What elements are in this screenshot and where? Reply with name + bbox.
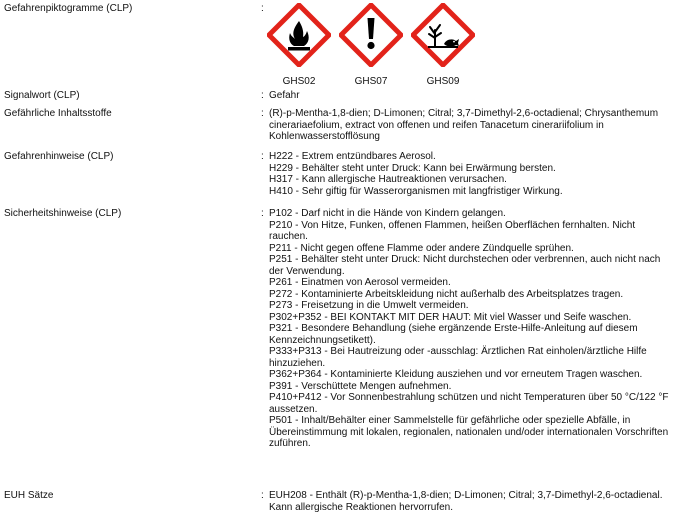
hazardous-components-value — [269, 108, 697, 143]
flame-icon — [267, 3, 331, 67]
text-line: H410 - Sehr giftig für Wasserorganismen mit langfristiger Wirkung. — [269, 185, 563, 197]
text-line: Übereinstimmung mit lokalen, regionalen, nationalen und/oder internationalen Vorschriften — [269, 426, 669, 438]
text-line: P210 - Von Hitze, Funken, offenen Flammen, heißen Oberflächen fernhalten. Nicht — [269, 219, 636, 231]
text-line: H317 - Kann allergische Hautreaktionen verursachen. — [269, 174, 507, 185]
hazard-statements-label: Gefahrenhinweise (CLP) — [4, 151, 114, 162]
text-line: der Verwendung. — [269, 265, 345, 277]
environment-icon — [411, 3, 475, 67]
text-line: H229 - Behälter steht unter Druck: Kann bei Erwärmung bersten. — [269, 162, 556, 174]
pictogram-code: GHS07 — [354, 76, 388, 87]
text-line: P302+P352 - BEI KONTAKT MIT DER HAUT: Mit viel Wasser und Seife waschen. — [269, 311, 632, 323]
text-line: P362+P364 - Kontaminierte Kleidung ausziehen und vor erneutem Tragen waschen. — [269, 369, 643, 380]
text-line: P410+P412 - Vor Sonnenbestrahlung schützen und nicht Temperaturen über 50 °C/122 °F — [269, 392, 669, 403]
euh-statements-value — [269, 490, 697, 513]
colon: : — [261, 490, 264, 501]
text-line: zuführen. — [269, 438, 311, 449]
text-line: P391 - Verschüttete Mengen aufnehmen. — [269, 380, 452, 392]
text-line: P333+P313 - Bei Hautreizung oder -ausschlag: Ärztlichen Rat einholen/ärztliche Hilfe — [269, 346, 647, 357]
precautionary-statements-value — [269, 208, 697, 450]
colon: : — [261, 208, 264, 219]
euh-statements-label: EUH Sätze — [4, 490, 54, 501]
colon: : — [261, 151, 264, 162]
text-line: P251 - Behälter steht unter Druck: Nicht durchstechen oder verbrennen, auch nicht nach — [269, 254, 661, 265]
text-line: Kohlenwasserstofflösung — [269, 131, 380, 142]
text-line: Kennzeichnungsetikett). — [269, 334, 376, 346]
signal-word-value: Gefahr — [269, 90, 300, 101]
hazard-statements-value — [269, 151, 697, 197]
text-line: P261 - Einatmen von Aerosol vermeiden. — [269, 277, 451, 288]
text-line: hinzuziehen. — [269, 357, 326, 369]
text-line: P321 - Besondere Behandlung (siehe ergänzende Erste-Hilfe-Anleitung auf diesem — [269, 323, 638, 334]
pictogram-code: GHS02 — [282, 76, 316, 87]
precautionary-statements-label: Sicherheitshinweise (CLP) — [4, 208, 122, 219]
signal-word-label: Signalwort (CLP) — [4, 90, 80, 101]
colon: : — [261, 90, 264, 101]
text-line: P501 - Inhalt/Behälter einer Sammelstelle für gefährliche oder spezielle Abfälle, in — [269, 415, 631, 426]
ghs07-pictogram — [339, 3, 403, 87]
pictogram-group — [267, 3, 507, 93]
colon: : — [261, 108, 264, 119]
text-line: P102 - Darf nicht in die Hände von Kindern gelangen. — [269, 208, 506, 219]
text-line: Kann allergische Reaktionen hervorrufen. — [269, 501, 453, 513]
text-line: P211 - Nicht gegen offene Flamme oder andere Zündquelle sprühen. — [269, 242, 574, 254]
text-line: EUH208 - Enthält (R)-p-Mentha-1,8-dien; D-Limonen; Citral; 3,7-Dimethyl-2,6-octadienal. — [269, 490, 663, 501]
ghs02-pictogram — [267, 3, 331, 87]
text-line: (R)-p-Mentha-1,8-dien; D-Limonen; Citral; 3,7-Dimethyl-2,6-octadienal; Chrysanthemum — [269, 108, 659, 119]
text-line: aussetzen. — [269, 403, 318, 415]
hazardous-components-label: Gefährliche Inhaltsstoffe — [4, 108, 112, 119]
text-line: P272 - Kontaminierte Arbeitskleidung nicht außerhalb des Arbeitsplatzes tragen. — [269, 288, 624, 300]
text-line: cinerariaefolium, extract von offenen und reifen Tanacetum cinerariifolium in — [269, 119, 604, 131]
ghs09-pictogram — [411, 3, 475, 87]
pictogram-label: Gefahrenpiktogramme (CLP) — [4, 3, 133, 14]
text-line: P273 - Freisetzung in die Umwelt vermeiden. — [269, 300, 469, 311]
text-line: rauchen. — [269, 231, 308, 242]
text-line: H222 - Extrem entzündbares Aerosol. — [269, 151, 436, 162]
colon: : — [261, 3, 264, 14]
exclamation-mark-icon — [339, 3, 403, 67]
pictogram-code: GHS09 — [426, 76, 460, 87]
